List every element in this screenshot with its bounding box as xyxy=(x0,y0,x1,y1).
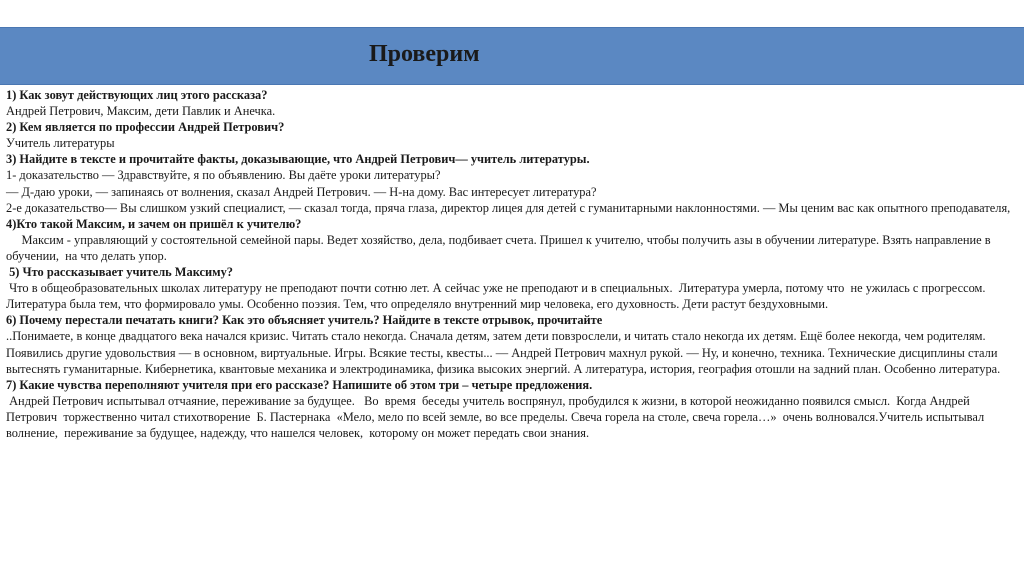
question-3: 3) Найдите в тексте и прочитайте факты, доказывающие, что Андрей Петрович— учитель литературы. xyxy=(6,152,590,167)
answer-7: Андрей Петрович испытывал отчаяние, переживание за будущее. Во время беседы учитель воспрянул, пробудился к жизни, в которой неожиданно появился смысл. Когда Андрей Петрович торжественно читал стихотворение Б. Пастернака «Мело, мело по всей земле, во все пределы. Свеча горела на столе, свеча горела…» очень волновался.Учитель испытывал волнение, переживание за будущее, надежду, что нашелся человек, которому он может передать свои знания. xyxy=(6,393,988,440)
answer-3-proof-1: 1- доказательство — Здравствуйте, я по объявлению. Вы даёте уроки литературы? xyxy=(6,168,441,183)
title-banner xyxy=(0,27,1024,85)
question-5: 5) Что рассказывает учитель Максиму? xyxy=(6,265,233,280)
question-1: 1) Как зовут действующих лиц этого рассказа? xyxy=(6,88,268,102)
answer-5: Что в общеобразовательных школах литературу не преподают почти сотню лет. А сейчас уже не преподают и в специальных. Литература умерла, потому что не ужилась с прогрессом. Литература была тем, что формировало умы. Особенно поэзия. Тем, что определяло внутренний мир человека, его духовность. Дети растут бездуховными. xyxy=(6,281,989,312)
answer-1: Андрей Петрович, Максим, дети Павлик и Анечка. xyxy=(6,104,276,119)
answer-6: ..Понимаете, в конце двадцатого века начался кризис. Читать стало некогда. Сначала детям, затем дети повзрослели, и читать стало некогда их детям. Ещё более некогда, чем родителям. Появились другие удовольствия — в основном, виртуальные. Игры. Всякие тесты, квесты... — Андрей Петрович махнул рукой. — Ну, и конечно, техника. Технические дисциплины стали вытеснять гуманитарные. Кибернетика, квантовые механика и электродинамика, физика высоких энергий. А литература, история, география отошли на задний план. Особенно литература. xyxy=(6,329,1001,376)
slide-title: Проверим xyxy=(369,41,480,67)
slide-content xyxy=(6,87,1020,441)
answer-2: Учитель литературы xyxy=(6,136,115,151)
answer-3-proof-2: 2-е доказательство— Вы слишком узкий специалист, — сказал тогда, пряча глаза, директор лицея для детей с гуманитарными наклонностями. — Мы ценим вас как опытного преподавателя, xyxy=(6,200,1011,215)
question-2: 2) Кем является по профессии Андрей Петрович? xyxy=(6,120,285,135)
question-4: 4)Кто такой Максим, и зачем он пришёл к учителю? xyxy=(6,216,302,231)
answer-3-dialogue: — Д-даю уроки, — запинаясь от волнения, сказал Андрей Петрович. — Н-на дому. Вас интересует литература? xyxy=(6,184,597,199)
question-7: 7) Какие чувства переполняют учителя при его рассказе? Напишите об этом три – четыре предложения. xyxy=(6,377,593,392)
answer-4: Максим - управляющий у состоятельной семейной пары. Ведет хозяйство, дела, подбивает счета. Пришел к учителю, чтобы получить азы в обучении литературе. Взять направление в обучении, на что делать упор. xyxy=(6,232,994,263)
question-6: 6) Почему перестали печатать книги? Как это объясняет учитель? Найдите в тексте отрывок, прочитайте xyxy=(6,313,603,328)
